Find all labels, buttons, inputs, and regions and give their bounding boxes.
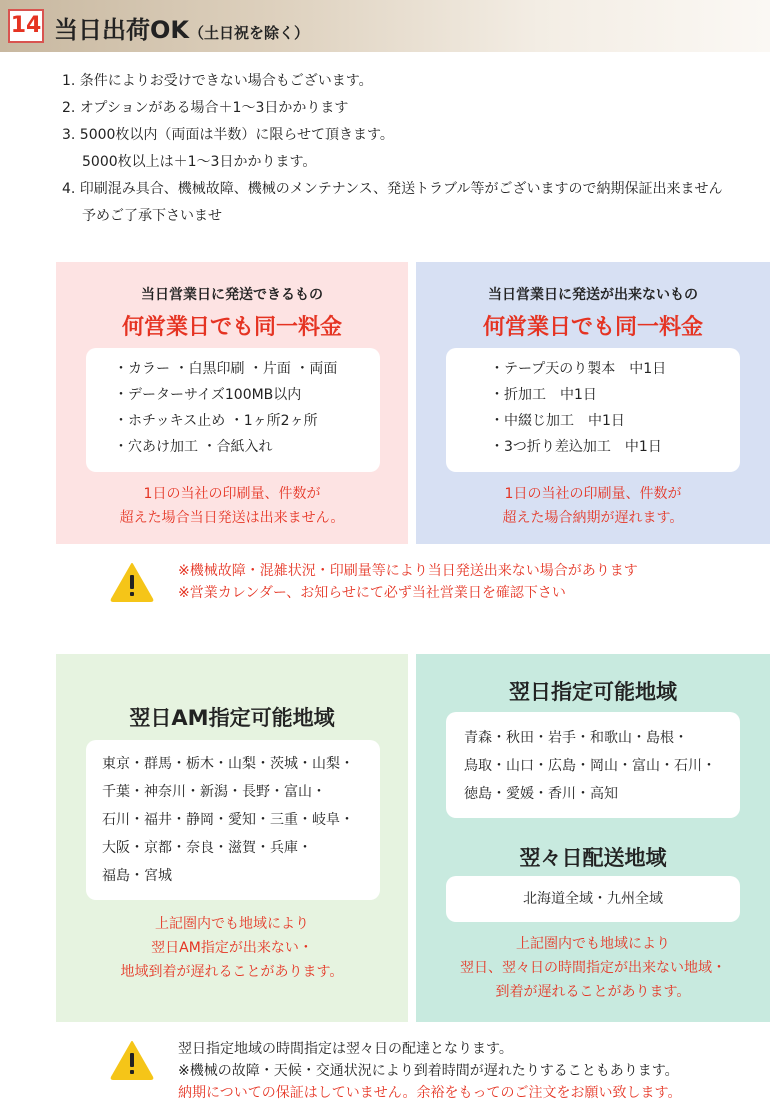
am-region-note	[56, 912, 408, 984]
condition-item: 3. 5000枚以内（両面は半数）に限らせて頂きます。	[62, 127, 394, 143]
section-number-badge: 14	[8, 9, 44, 43]
note-line: 上記圏内でも地域により	[516, 936, 670, 952]
same-day-ok-items	[86, 348, 380, 472]
shipping-warning	[110, 558, 730, 608]
condition-item: 4. 印刷混み具合、機械故障、機械のメンテナンス、発送トラブル等がございますので納期保証出来ません	[62, 181, 723, 197]
delivery-warning-text	[178, 1038, 681, 1104]
note-line: 1日の当社の印刷量、件数が	[504, 486, 682, 502]
am-region-panel	[56, 654, 408, 1022]
note-line: 超えた場合納期が遅れます。	[502, 510, 684, 526]
list-item: ・カラー ・白黒印刷 ・片面 ・両面	[114, 361, 338, 377]
same-day-ng-price: 何営業日でも同一料金	[482, 315, 703, 340]
list-item: ・中綴じ加工 中1日	[490, 413, 625, 429]
warning-triangle-icon	[110, 1040, 154, 1080]
same-day-ok-heading: 当日営業日に発送できるもの	[141, 287, 323, 303]
list-item: 徳島・愛媛・香川・高知	[464, 786, 618, 802]
two-day-region-title: 翌々日配送地域	[519, 846, 667, 870]
warning-triangle-icon	[110, 562, 154, 602]
note-line: 1日の当社の印刷量、件数が	[143, 486, 321, 502]
am-region-areas	[86, 740, 380, 900]
delivery-warning	[110, 1036, 760, 1108]
same-day-ng-panel	[416, 262, 770, 544]
warning-line: ※機械の故障・天候・交通状況により到着時間が遅れたりすることもあります。	[178, 1063, 679, 1079]
list-item: ・データーサイズ100MB以内	[114, 387, 302, 403]
list-item: ・折加工 中1日	[490, 387, 597, 403]
list-item: ・テープ天のり製本 中1日	[490, 361, 667, 377]
section-header	[0, 0, 770, 52]
list-item: ・ホチッキス止め ・1ヶ所2ヶ所	[114, 413, 318, 429]
condition-item: 1. 条件によりお受けできない場合もございます。	[62, 73, 373, 89]
section-title-sub: （土日祝を除く）	[189, 24, 310, 42]
next-day-region-title: 翌日指定可能地域	[509, 680, 677, 704]
list-item: 大阪・京都・奈良・滋賀・兵庫・	[102, 840, 312, 856]
list-item: 石川・福井・静岡・愛知・三重・岐阜・	[102, 812, 354, 828]
next-day-region-note	[416, 932, 770, 1004]
same-day-ng-heading: 当日営業日に発送が出来ないもの	[488, 287, 698, 303]
list-item: 鳥取・山口・広島・岡山・富山・石川・	[464, 758, 716, 774]
same-day-ok-panel	[56, 262, 408, 544]
note-line: 上記圏内でも地域により	[155, 916, 309, 932]
note-line: 翌日AM指定が出来ない・	[151, 940, 313, 956]
shipping-warning-text	[178, 560, 638, 604]
section-title-main: 当日出荷OK	[54, 16, 189, 44]
warning-line: 納期についての保証はしていません。余裕をもってのご注文をお願い致します。	[178, 1085, 682, 1101]
same-day-ok-price: 何営業日でも同一料金	[121, 315, 342, 340]
list-item: 青森・秋田・岩手・和歌山・島根・	[464, 730, 688, 746]
condition-item: 2. オプションがある場合＋1～3日かかります	[62, 100, 349, 116]
two-day-region-areas: 北海道全域・九州全域	[446, 876, 740, 922]
list-item: ・3つ折り差込加工 中1日	[490, 439, 662, 455]
note-line: 到着が遅れることがあります。	[495, 984, 691, 1000]
condition-item: 予めご了承下さいませ	[82, 208, 222, 224]
note-line: 翌日、翌々日の時間指定が出来ない地域・	[460, 960, 726, 976]
am-region-title: 翌日AM指定可能地域	[129, 706, 335, 730]
list-item: 東京・群馬・栃木・山梨・茨城・山梨・	[102, 756, 354, 772]
warning-line: ※機械故障・混雑状況・印刷量等により当日発送出来ない場合があります	[178, 563, 638, 579]
next-day-region-panel	[416, 654, 770, 1022]
conditions-list	[62, 68, 762, 230]
list-item: ・穴あけ加工 ・合紙入れ	[114, 439, 273, 455]
list-item: 福島・宮城	[102, 868, 172, 884]
note-line: 地域到着が遅れることがあります。	[120, 964, 344, 980]
condition-item: 5000枚以上は＋1～3日かかります。	[82, 154, 317, 170]
same-day-ng-items	[446, 348, 740, 472]
next-day-region-areas	[446, 712, 740, 818]
same-day-ng-note	[416, 482, 770, 530]
section-title	[54, 10, 309, 45]
note-line: 超えた場合当日発送は出来ません。	[119, 510, 345, 526]
warning-line: ※営業カレンダー、お知らせにて必ず当社営業日を確認下さい	[178, 585, 566, 601]
same-day-ok-note	[56, 482, 408, 530]
list-item: 千葉・神奈川・新潟・長野・富山・	[102, 784, 326, 800]
warning-line: 翌日指定地域の時間指定は翌々日の配達となります。	[178, 1041, 513, 1057]
